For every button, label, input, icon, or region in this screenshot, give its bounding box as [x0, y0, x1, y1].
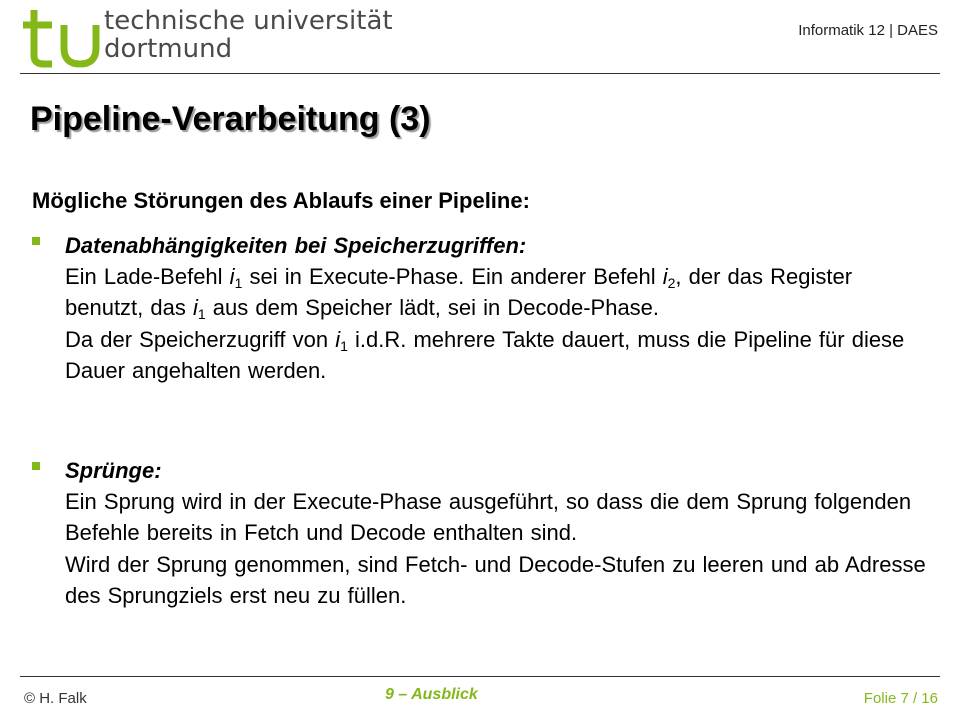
- header-divider: [20, 73, 940, 74]
- math-var: i: [662, 264, 668, 290]
- department-label: Informatik 12 | DAES: [798, 22, 938, 39]
- bullet-content: [65, 455, 932, 611]
- math-subscript: 1: [197, 306, 206, 323]
- math-var: i: [192, 295, 198, 321]
- footer-slide-number: Folie 7 / 16: [863, 690, 938, 707]
- bullet-content: [65, 230, 932, 386]
- math-var: i: [229, 264, 235, 290]
- bullet-text: Da der Speicherzugriff von: [65, 326, 336, 352]
- math-subscript: 1: [234, 275, 243, 292]
- bullet-text: Wird der Sprung genommen, sind Fetch- und Decode-Stufen zu leeren und ab Adresse des Sprungziels erst neu zu füllen.: [65, 551, 926, 608]
- slide-title: Pipeline-Verarbeitung (3): [30, 100, 431, 138]
- bullet-square-icon: [32, 237, 40, 245]
- university-name-line2: dortmund: [104, 34, 233, 64]
- math-subscript: 1: [340, 337, 348, 354]
- logo-letter-t: [23, 10, 52, 64]
- bullet-text: Ein Lade-Befehl: [65, 264, 230, 290]
- bullet-text: i.d.R. mehrere Takte dauert, muss die Pipeline für diese Dauer angehalten werden.: [65, 326, 905, 383]
- bullet-data-dependencies: [32, 230, 932, 386]
- bullet-heading: Datenabhängigkeiten bei Speicherzugriffen:: [65, 233, 527, 258]
- university-name-line1: technische universität: [104, 6, 393, 36]
- footer-author: © H. Falk: [24, 690, 87, 707]
- bullet-square-icon: [32, 462, 40, 470]
- slide-subtitle: Mögliche Störungen des Ablaufs einer Pipeline:: [32, 188, 530, 213]
- math-subscript: 2: [667, 275, 676, 292]
- bullet-heading: Sprünge:: [65, 458, 162, 483]
- bullet-jumps: [32, 455, 932, 611]
- bullet-text: sei in Execute-Phase. Ein anderer Befehl: [242, 264, 663, 290]
- math-var: i: [335, 326, 341, 352]
- bullet-text: , der das Register benutzt, das: [65, 264, 853, 321]
- logo-letter-u: [64, 25, 96, 64]
- footer-divider: [20, 676, 940, 677]
- bullet-text: aus dem Speicher lädt, sei in Decode-Phase.: [205, 295, 660, 321]
- bullet-text: Ein Sprung wird in der Execute-Phase ausgeführt, so dass die dem Sprung folgenden Befehle bereits in Fetch und Decode enthalten sind.: [65, 489, 912, 546]
- footer-chapter: 9 – Ausblick: [385, 686, 478, 703]
